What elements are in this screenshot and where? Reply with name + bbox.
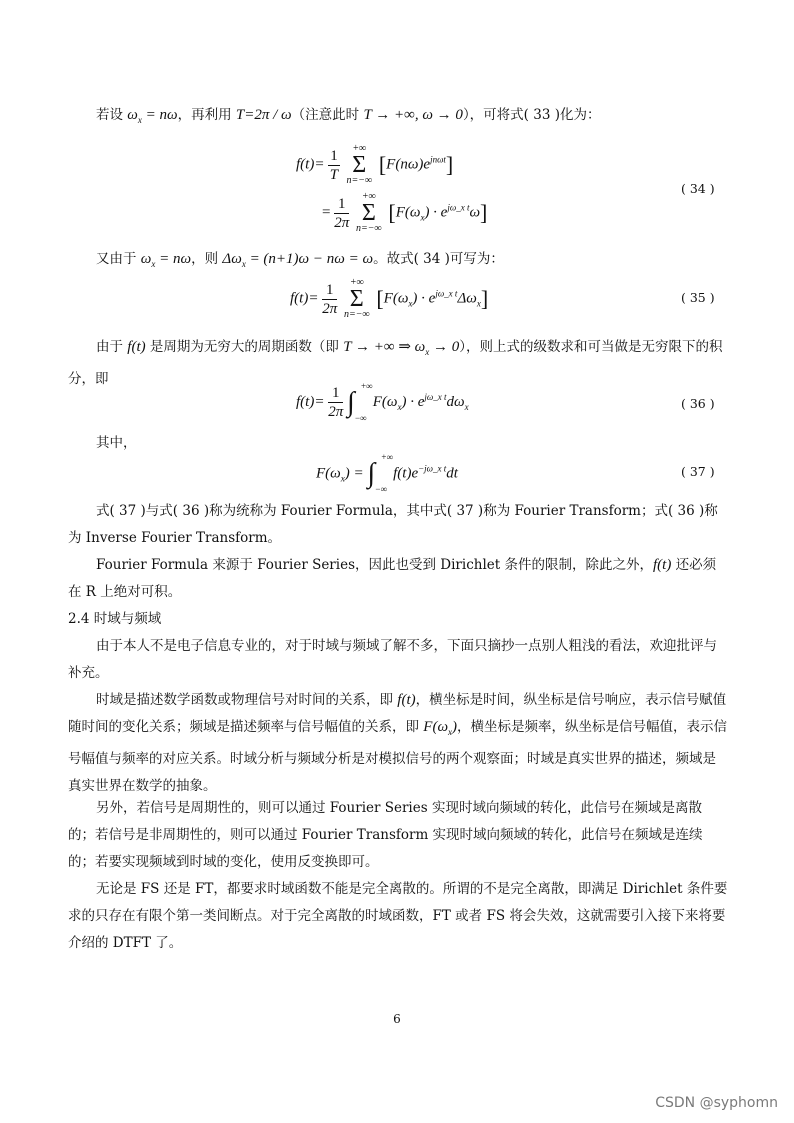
equation-36-number: ( 36 ) [681,396,715,411]
paragraph-delta-omega: 又由于 $\omega_x = n\omega$，则 $\Delta\omega_x = (n+1)\omega - n\omega = \omega$。故式( 34 )可写为： [96,251,504,269]
paragraph-infinite-period: 由于 f(t) 是周期为无穷大的周期函数（即 T → +∞ ⇒ $\omega_x \to 0$），则上式的级数求和可当做是无穷限下的积分，即 [68,339,723,387]
watermark: CSDN @syphomn [655,1095,778,1111]
equation-34-line2: = $\frac{1}{2\pi}$ +∞ Σ n=−∞ $[F(\omega_x) \cdot e^{j\omega\_x t}\omega]$ [322,191,488,234]
equation-37-number: ( 37 ) [681,464,715,479]
equation-34-line1: f(t)= $\frac{1}{T}$ +∞ Σ n=−∞ $[F(n\omega)e^{jn\omega t}]$ [296,143,454,186]
math-omega-x: $\omega_x = n\omega$ [127,107,178,125]
paragraph-intro: 由于本人不是电子信息专业的，对于时域与频域了解不多，下面只摘抄一点别人粗浅的看法，欢迎批评与补充。 [68,638,717,681]
paragraph-dirichlet: Fourier Formula 来源于 Fourier Series，因此也受到 Dirichlet 条件的限制，除此之外，f(t) 还必须在 R 上绝对可积。 [68,557,717,600]
equation-34 [0,144,794,234]
paragraph-fourier-formula: 式( 37 )与式( 36 )称为统称为 Fourier Formula，其中式( 37 )称为 Fourier Transform；式( 36 )称为 Inverse Fourier Transform。 [68,503,718,546]
equation-35: f(t)= $\frac{1}{2\pi}$ +∞ Σ n=−∞ $[F(\omega_x) \cdot e^{j\omega\_x t}\Delta\omega_x]$ ( 35 ) [290,277,715,320]
equation-35-number: ( 35 ) [681,290,715,305]
paragraph-dtft: 无论是 FS 还是 FT，都要求时域函数不能是完全离散的。所谓的不是完全离散，即满足 Dirichlet 条件要求的只存在有限个第一类间断点。对于完全离散的时域函数，FT 或者 FS 将会失效，这就需要引入接下来将要介绍的 DTFT 了。 [68,881,728,951]
paragraph-time-frequency: 时域是描述数学函数或物理信号对时间的关系，即 f(t)，横坐标是时间，纵坐标是信号响应，表示信号赋值随时间的变化关系；频域是描述频率与信号幅值的关系，即 $F(\omega_x)$，横坐标是频率，纵坐标是信号幅值，表示信号幅值与频率的对应关系。时域分析与频域分析是对模拟信号的两个观察面；时域是真实世界的描述，频域是真实世界在数学的抽象。 [68,692,728,794]
math-period: T=2π / ω [235,107,292,123]
paragraph-periodic: 另外，若信号是周期性的，则可以通过 Fourier Series 实现时域向频域的转化，此信号在频域是离散的；若信号是非周期性的，则可以通过 Fourier Transform 实现时域向频域的转化，此信号在频域是连续的；若要实现频域到时域的变化，使用反变换即可。 [68,800,703,870]
page-number: 6 [393,1012,401,1026]
math-limit: T → +∞, ω → 0 [363,107,463,123]
section-heading: 2.4 时域与频域 [68,611,162,627]
equation-34-number: ( 34 ) [681,181,715,196]
equation-36: f(t)= $\frac{1}{2\pi}$ ∫ +∞ −∞ $F(\omega_x) \cdot e^{j\omega\_x t}d\omega_x$ ( 36 ) [296,380,715,423]
paragraph-qizhong: 其中， [96,435,137,451]
equation-37: $F(\omega_x)$ = ∫ +∞ −∞ $f(t)e^{-j\omega\_x t}dt$ ( 37 ) [316,452,715,494]
paragraph-substitution: 若设 $\omega_x = n\omega$，再利用 T=2π / ω（注意此时 T → +∞, ω → 0），可将式( 33 )化为： [96,107,601,125]
